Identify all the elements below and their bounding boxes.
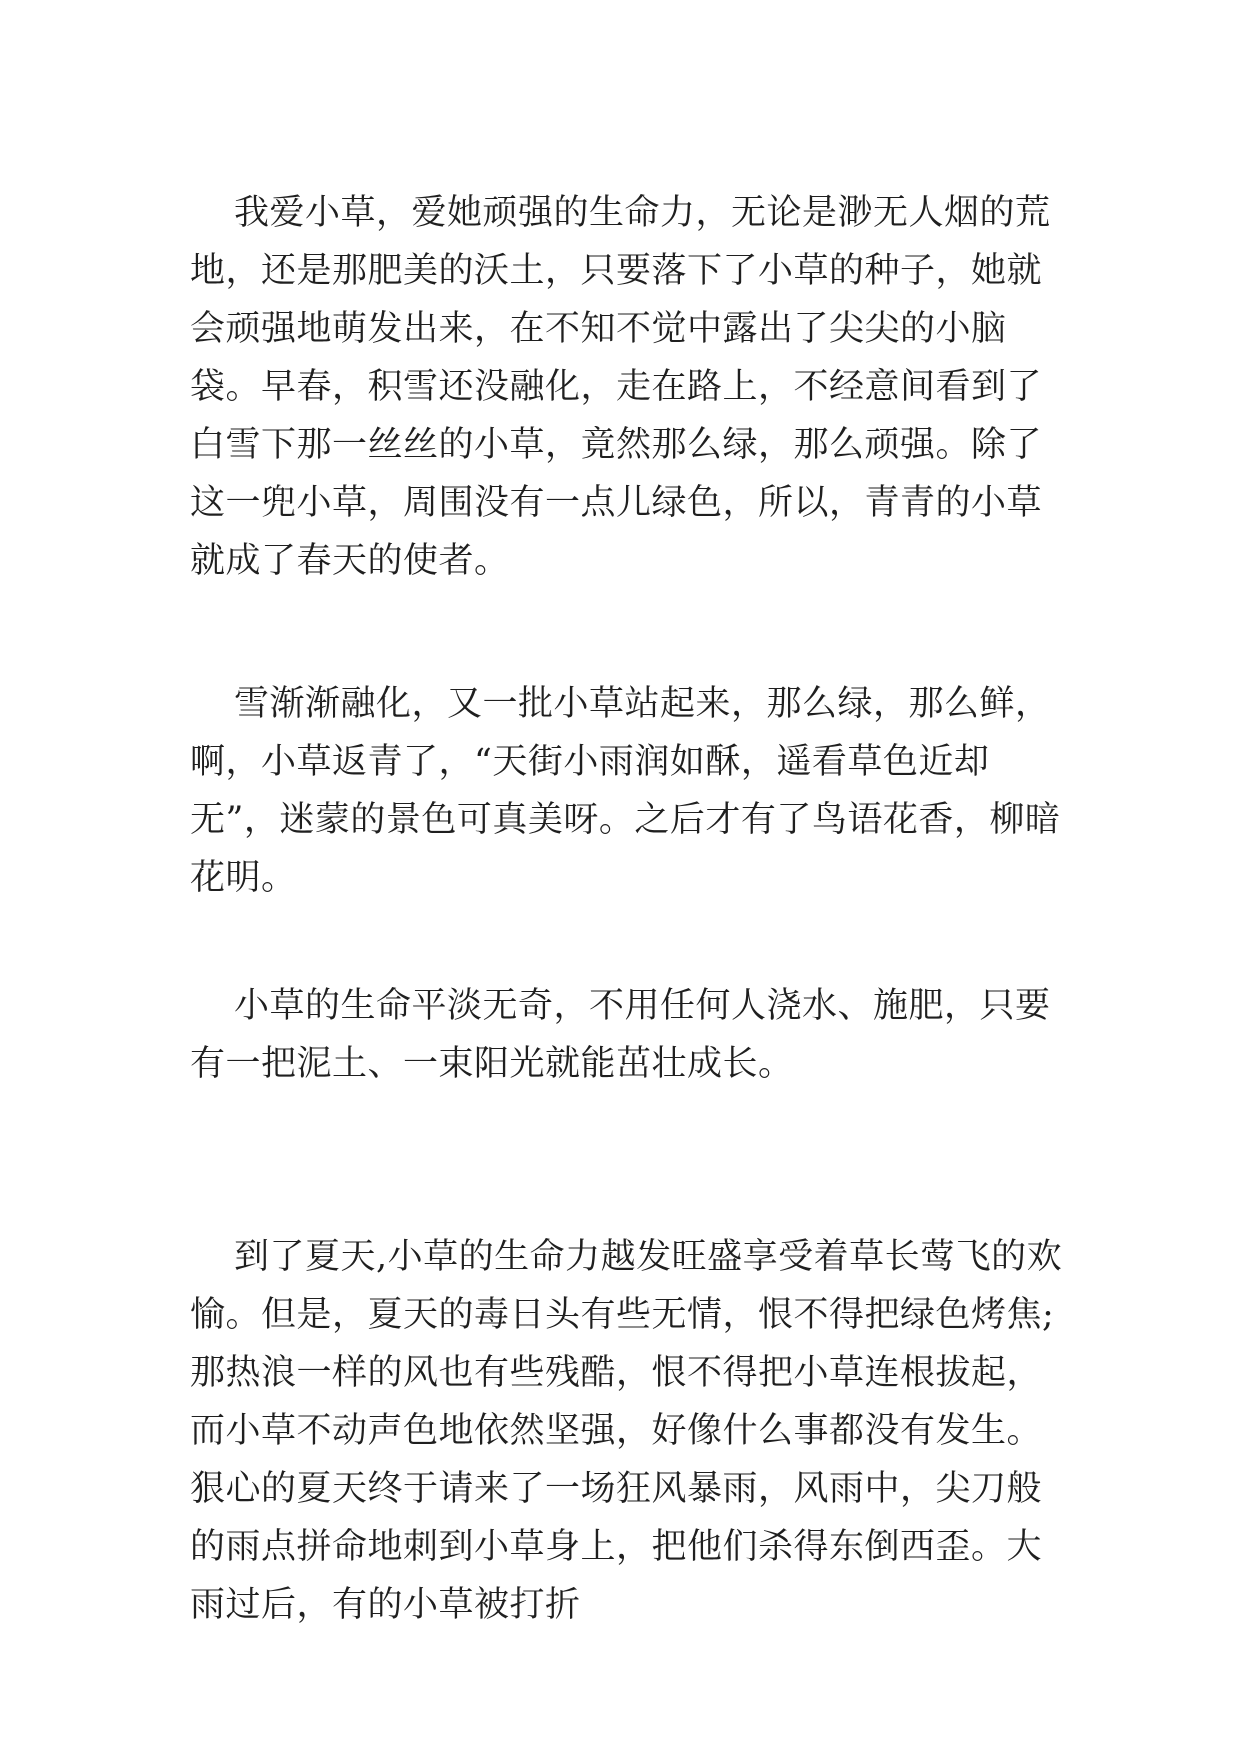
paragraph-4: 到了夏天,小草的生命力越发旺盛享受着草长莺飞的欢愉。但是，夏天的毒日头有些无情，恨不得把绿色烤焦;那热浪一样的风也有些残酷，恨不得把小草连根拔起，而小草不动声色地依然坚强，好像什么事都没有发生。狠心的夏天终于请来了一场狂风暴雨，风雨中，尖刀般的雨点拼命地刺到小草身上，把他们杀得东倒西歪。大雨过后，有的小草被打折	[190, 1237, 1063, 1625]
paragraph-2: 雪渐渐融化，又一批小草站起来，那么绿，那么鲜，啊，小草返青了，“天街小雨润如酥，遥看草色近却无”，迷蒙的景色可真美呀。之后才有了鸟语花香，柳暗花明。	[190, 684, 1061, 898]
paragraph-1: 我爱小草，爱她顽强的生命力，无论是渺无人烟的荒地，还是那肥美的沃土，只要落下了小草的种子，她就会顽强地萌发出来，在不知不觉中露出了尖尖的小脑袋。早春，积雪还没融化，走在路上，不经意间看到了白雪下那一丝丝的小草，竟然那么绿，那么顽强。除了这一兜小草，周围没有一点儿绿色，所以，青青的小草就成了春天的使者。	[190, 193, 1051, 581]
paragraph-3: 小草的生命平淡无奇，不用任何人浇水、施肥，只要有一把泥土、一束阳光就能茁壮成长。	[190, 986, 1051, 1084]
